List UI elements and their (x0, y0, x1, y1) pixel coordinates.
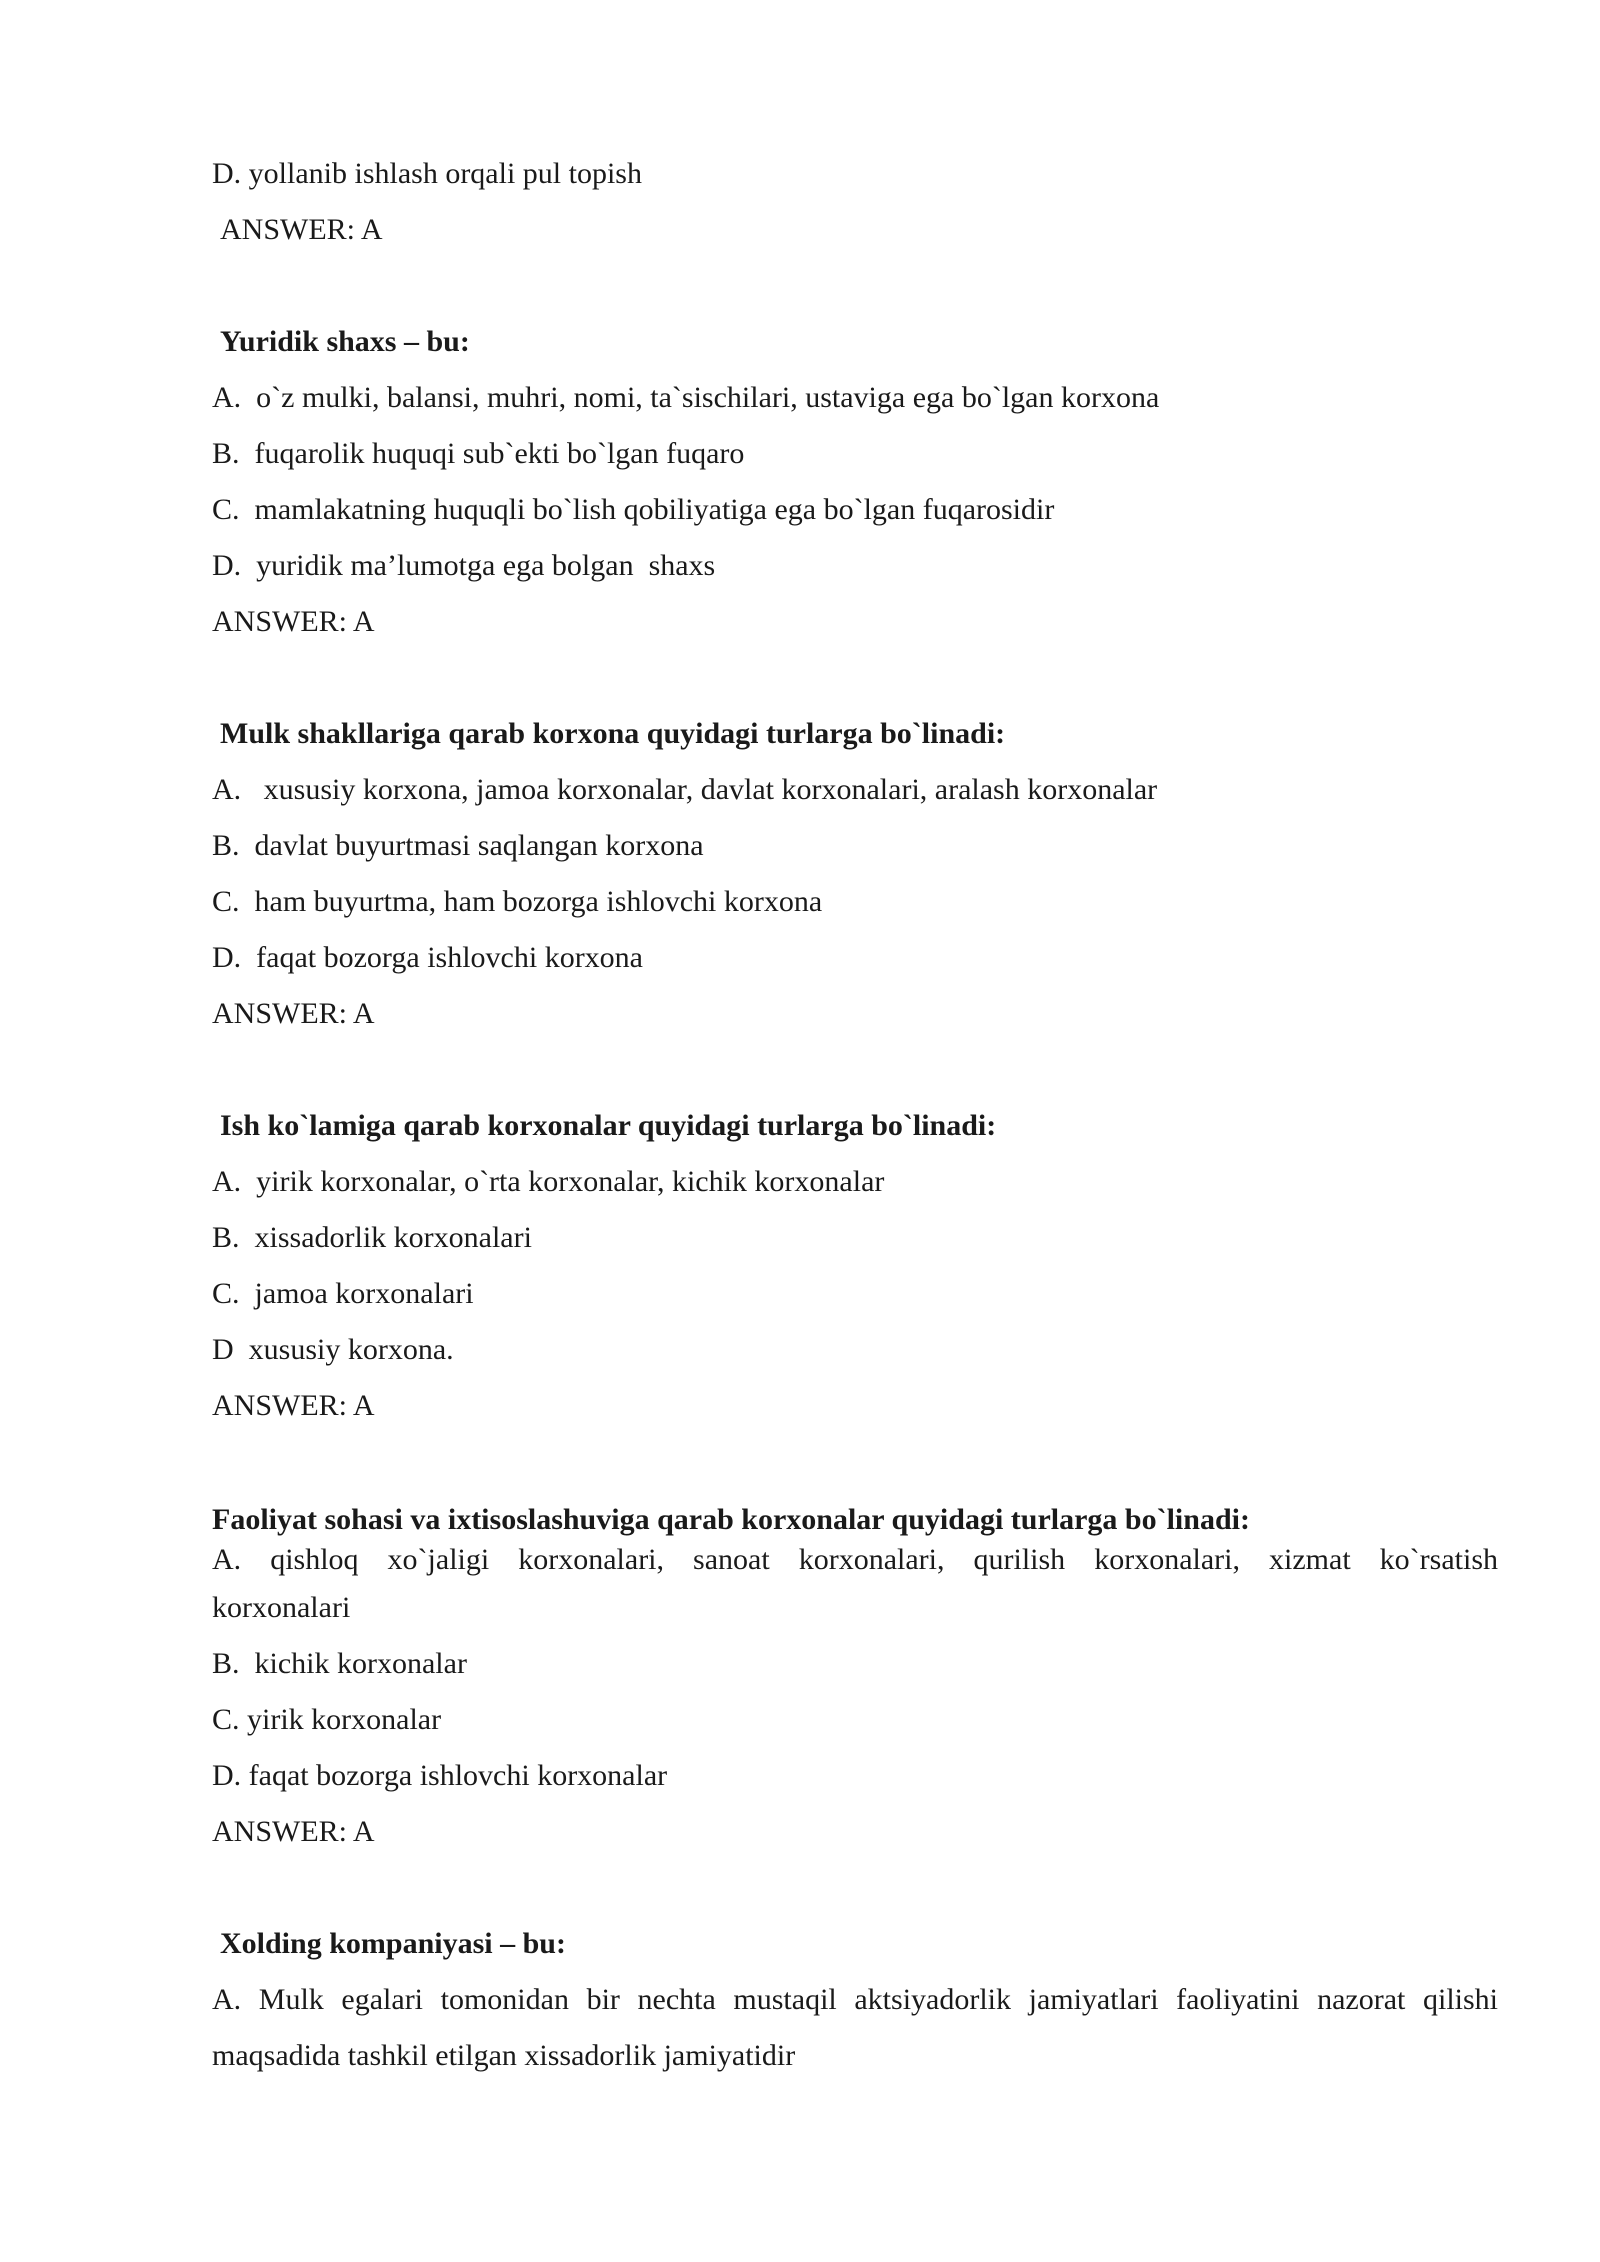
option-d: D. yuridik ma’lumotga ega bolgan shaxs (212, 549, 716, 582)
question-title: Yuridik shaxs – bu: (220, 325, 470, 358)
question-block (212, 1098, 1498, 1434)
option-c: C. yirik korxonalar (212, 1703, 442, 1736)
option-b: B. davlat buyurtmasi saqlangan korxona (212, 829, 704, 862)
spacer (212, 1860, 1498, 1916)
option-c: C. ham buyurtma, ham bozorga ishlovchi korxona (212, 885, 823, 918)
question-block (212, 314, 1498, 650)
question-block (212, 706, 1498, 1042)
answer-line: ANSWER: A (220, 213, 383, 246)
answer-line: ANSWER: A (212, 1815, 375, 1848)
question-title: Mulk shakllariga qarab korxona quyidagi turlarga bo`linadi: (220, 717, 1006, 750)
question-title: Xolding kompaniyasi – bu: (220, 1927, 566, 1960)
question-block (212, 1500, 1498, 1860)
question-title: Ish ko`lamiga qarab korxonalar quyidagi turlarga bo`linadi: (220, 1109, 997, 1142)
option-a: A. o`z mulki, balansi, muhri, nomi, ta`sischilari, ustaviga ega bo`lgan korxona (212, 381, 1160, 414)
option-a: A. Mulk egalari tomonidan bir nechta mustaqil aktsiyadorlik jamiyatlari faoliyatini nazorat qilishi (212, 1983, 1498, 2016)
option-b: B. fuqarolik huquqi sub`ekti bo`lgan fuqaro (212, 437, 745, 470)
spacer (212, 258, 1498, 314)
option-a-continuation: maqsadida tashkil etilgan xissadorlik jamiyatidir (212, 2039, 796, 2072)
answer-line: ANSWER: A (212, 997, 375, 1030)
option-a-continuation: korxonalari (212, 1591, 351, 1624)
question-block (212, 1916, 1498, 2084)
option-a: A. qishloq xo`jaligi korxonalari, sanoat korxonalari, qurilish korxonalari, xizmat ko`rsatish (212, 1543, 1498, 1576)
spacer (212, 1434, 1498, 1490)
option-d: D. faqat bozorga ishlovchi korxonalar (212, 1759, 668, 1792)
option-d: D. faqat bozorga ishlovchi korxona (212, 941, 644, 974)
question-title: Faoliyat sohasi va ixtisoslashuviga qarab korxonalar quyidagi turlarga bo`linadi: (212, 1503, 1250, 1536)
option-d: D xususiy korxona. (212, 1333, 454, 1366)
option-d: D. yollanib ishlash orqali pul topish (212, 157, 642, 190)
answer-line: ANSWER: A (212, 1389, 375, 1422)
option-b: B. kichik korxonalar (212, 1647, 467, 1680)
option-a: A. yirik korxonalar, o`rta korxonalar, kichik korxonalar (212, 1165, 885, 1198)
option-b: B. xissadorlik korxonalari (212, 1221, 532, 1254)
option-a: A. xususiy korxona, jamoa korxonalar, davlat korxonalari, aralash korxonalar (212, 773, 1158, 806)
spacer (212, 1042, 1498, 1098)
spacer (212, 650, 1498, 706)
option-c: C. mamlakatning huquqli bo`lish qobiliyatiga ega bo`lgan fuqarosidir (212, 493, 1055, 526)
document-page (212, 146, 1498, 2084)
answer-line: ANSWER: A (212, 605, 375, 638)
previous-question-fragment (212, 146, 1498, 258)
option-c: C. jamoa korxonalari (212, 1277, 474, 1310)
